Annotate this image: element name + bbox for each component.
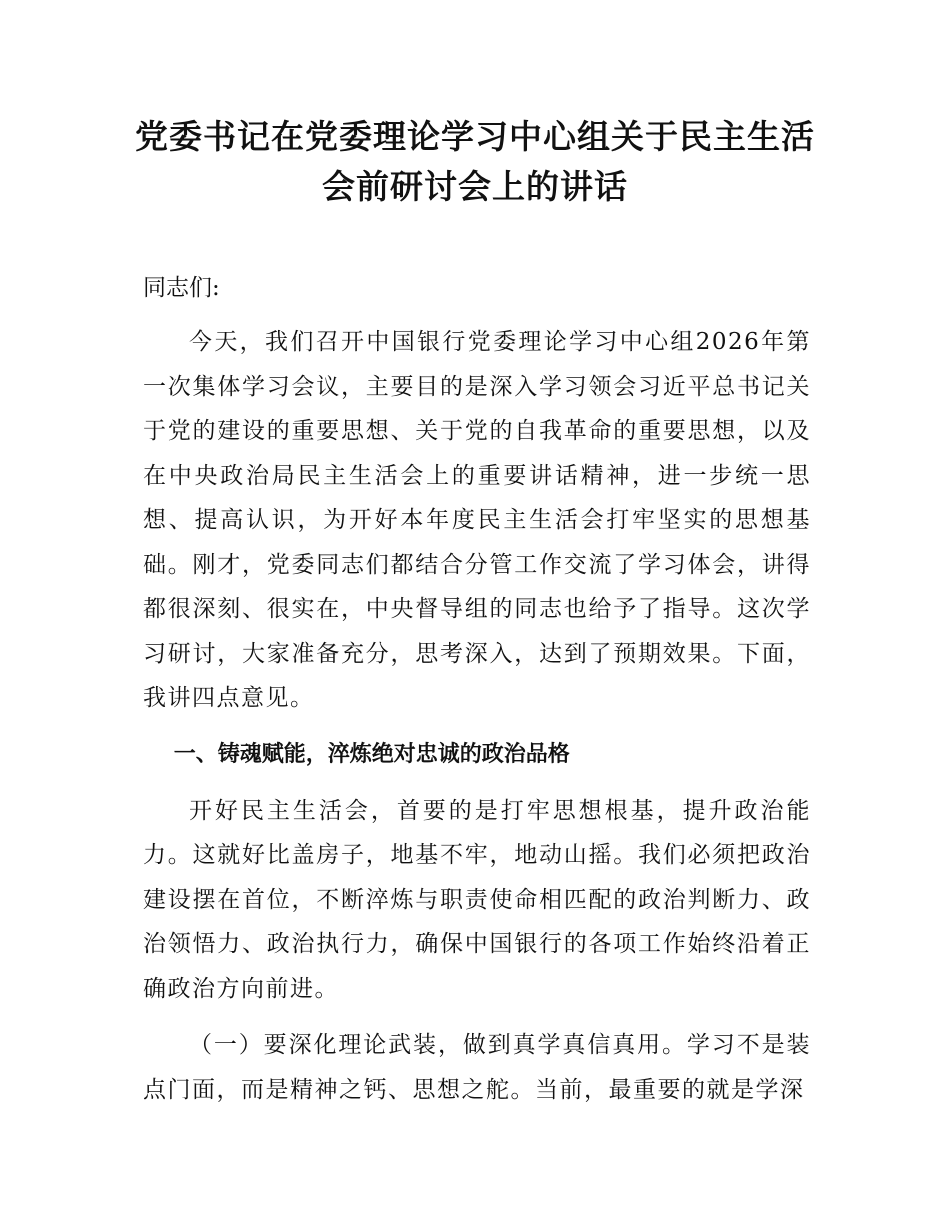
document-body: [143, 262, 811, 1124]
section-heading: 一、铸魂赋能，淬炼绝对忠诚的政治品格: [173, 741, 570, 767]
section-paragraph: 开好民主生活会，首要的是打牢思想根基，提升政治能力。这就好比盖房子，地基不牢，地动山摇。我们必须把政治建设摆在首位，不断淬炼与职责使命相匹配的政治判断力、政治领悟力、政治执行力，确保中国银行的各项工作始终沿着正确政治方向前进。: [143, 797, 811, 1002]
subsection-paragraph: （一）要深化理论武装，做到真学真信真用。学习不是装点门面，而是精神之钙、思想之舵。当前，最重要的就是学深: [143, 1032, 811, 1103]
intro-paragraph: 今天，我们召开中国银行党委理论学习中心组2026年第一次集体学习会议，主要目的是深入学习领会习近平总书记关于党的建设的重要思想、关于党的自我革命的重要思想，以及在中央政治局民主生活会上的重要讲话精神，进一步统一思想、提高认识，为开好本年度民主生活会打牢坚实的思想基础。刚才，党委同志们都结合分管工作交流了学习体会，讲得都很深刻、很实在，中央督导组的同志也给予了指导。这次学习研讨，大家准备充分，思考深入，达到了预期效果。下面，我讲四点意见。: [143, 329, 811, 711]
salutation: 同志们:: [143, 275, 220, 301]
document-title: 党委书记在党委理论学习中心组关于民主生活会前研讨会上的讲话: [135, 117, 815, 206]
